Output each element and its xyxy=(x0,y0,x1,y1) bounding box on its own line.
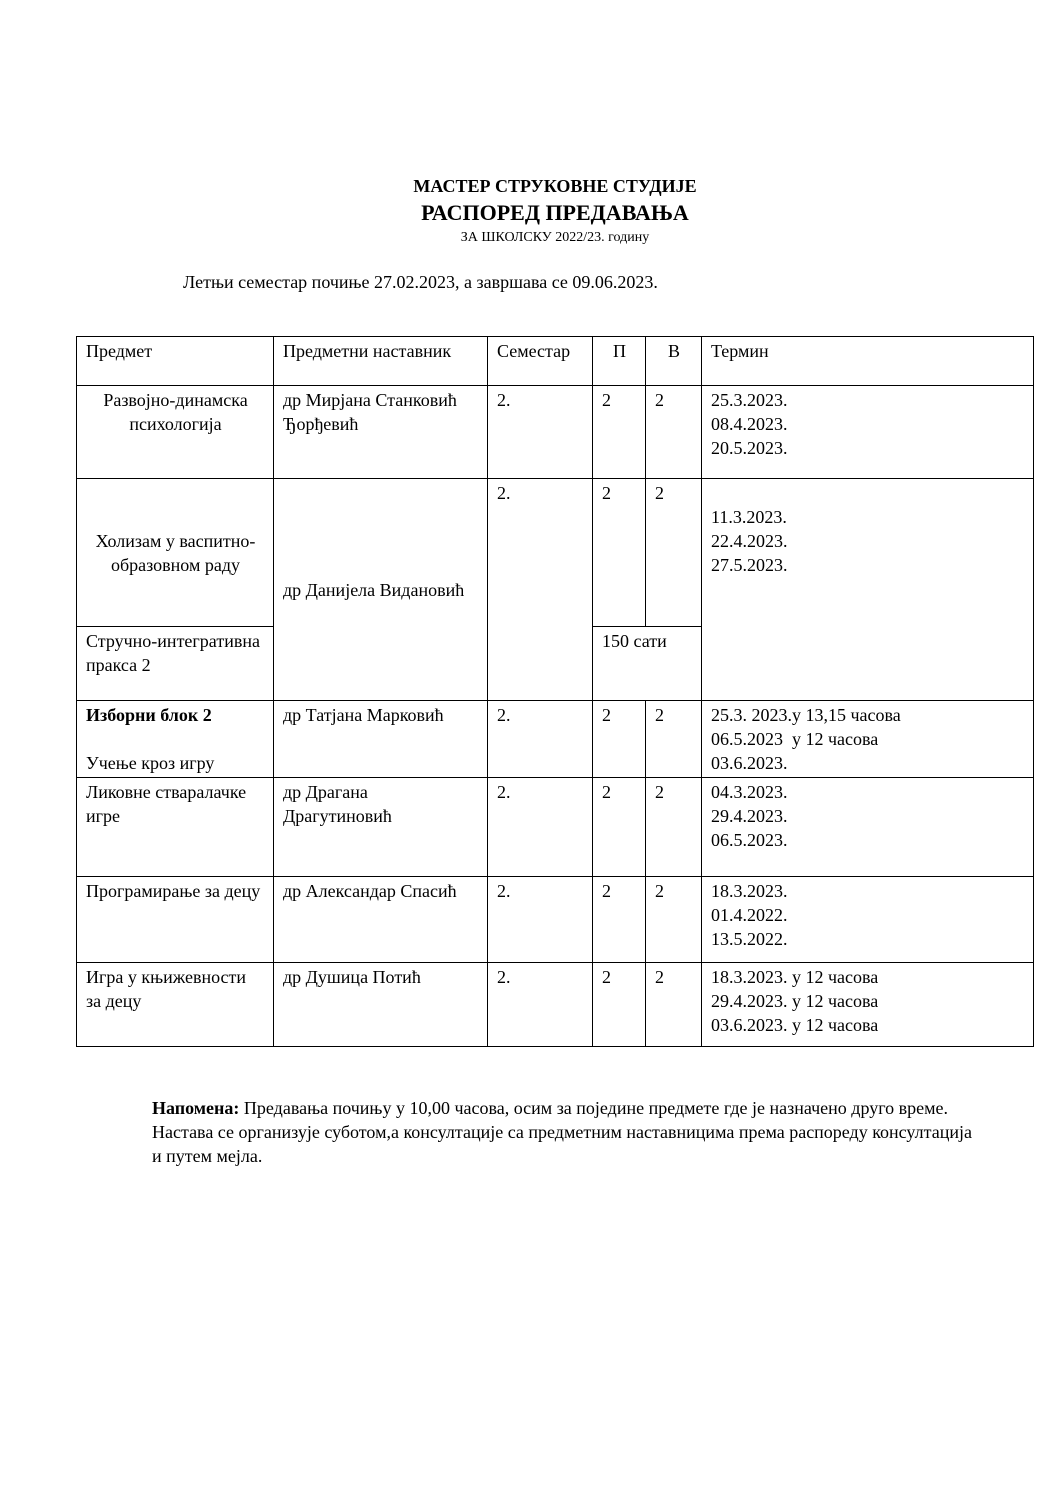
v-cell: 2 xyxy=(646,877,702,963)
term-date: 18.3.2023. у 12 часова xyxy=(711,967,879,987)
p-cell: 2 xyxy=(593,479,646,627)
table-row xyxy=(77,877,1034,963)
term-date: 29.4.2023. xyxy=(711,806,788,826)
subject-cell: Холизам у васпитно-образовном раду xyxy=(77,479,274,627)
semester-cell: 2. xyxy=(488,701,593,778)
header-term: Термин xyxy=(702,337,1034,386)
header-subject: Предмет xyxy=(77,337,274,386)
p-cell: 2 xyxy=(593,386,646,479)
elective-block-label: Изборни блок 2 xyxy=(86,705,212,725)
v-cell: 2 xyxy=(646,701,702,778)
teacher-cell: др Татјана Марковић xyxy=(274,701,488,778)
program-title: МАСТЕР СТРУКОВНЕ СТУДИЈЕ xyxy=(413,176,697,196)
term-date: 06.5.2023 у 12 часова xyxy=(711,729,879,749)
term-date: 22.4.2023. xyxy=(711,531,788,551)
p-cell: 2 xyxy=(593,701,646,778)
v-cell: 2 xyxy=(646,479,702,627)
header-v: В xyxy=(646,337,702,386)
term-cell xyxy=(702,963,1034,1047)
term-date: 08.4.2023. xyxy=(711,414,788,434)
subject-cell xyxy=(77,701,274,778)
p-cell: 2 xyxy=(593,963,646,1047)
term-cell xyxy=(702,386,1034,479)
table-header-row xyxy=(77,337,1034,386)
term-date: 03.6.2023. у 12 часова xyxy=(711,1015,879,1035)
v-cell: 2 xyxy=(646,386,702,479)
table-row xyxy=(77,963,1034,1047)
teacher-cell: др Драгана Драгутиновић xyxy=(274,778,488,877)
table-row xyxy=(77,479,1034,627)
semester-cell: 2. xyxy=(488,386,593,479)
v-cell: 2 xyxy=(646,963,702,1047)
subject-name: Учење кроз игру xyxy=(86,753,215,773)
term-date: 29.4.2023. у 12 часова xyxy=(711,991,879,1011)
subject-cell: Ликовне стваралачке игре xyxy=(77,778,274,877)
term-date: 01.4.2022. xyxy=(711,905,788,925)
term-date: 20.5.2023. xyxy=(711,438,788,458)
school-year: ЗА ШКОЛСКУ 2022/23. годину xyxy=(460,230,650,245)
hours-cell: 150 сати xyxy=(593,627,702,701)
term-date: 03.6.2023. xyxy=(711,753,788,773)
term-date: 06.5.2023. xyxy=(711,830,788,850)
p-cell: 2 xyxy=(593,778,646,877)
semester-dates: Летњи семестар почиње 27.02.2023, а завршава се 09.06.2023. xyxy=(183,272,658,292)
table-row xyxy=(77,386,1034,479)
term-date: 04.3.2023. xyxy=(711,782,788,802)
semester-cell: 2. xyxy=(488,877,593,963)
note-text: Предавања почињу у 10,00 часова, осим за поједине предмете где је назначено друго време. xyxy=(239,1098,949,1118)
term-date: 11.3.2023. xyxy=(711,507,787,527)
teacher-cell: др Мирјана Станковић Ђорђевић xyxy=(274,386,488,479)
note-paragraph-1 xyxy=(152,1096,972,1120)
p-cell: 2 xyxy=(593,877,646,963)
teacher-cell: др Александар Спасић xyxy=(274,877,488,963)
term-cell xyxy=(702,778,1034,877)
subject-cell: Стручно-интегративна пракса 2 xyxy=(77,627,274,701)
semester-cell: 2. xyxy=(488,778,593,877)
footnote xyxy=(152,1096,972,1168)
schedule-title: РАСПОРЕД ПРЕДАВАЊА xyxy=(421,200,689,225)
subject-cell: Програмирање за децу xyxy=(77,877,274,963)
teacher-cell: др Данијела Видановић xyxy=(274,479,488,701)
header-teacher: Предметни наставник xyxy=(274,337,488,386)
subject-cell: Развојно-динамска психологија xyxy=(77,386,274,479)
term-date: 18.3.2023. xyxy=(711,881,788,901)
header-p: П xyxy=(593,337,646,386)
term-cell xyxy=(702,701,1034,778)
term-date: 25.3. 2023.у 13,15 часова xyxy=(711,705,901,725)
table-row xyxy=(77,701,1034,778)
note-label: Напомена: xyxy=(152,1098,240,1118)
term-date: 27.5.2023. xyxy=(711,555,788,575)
table-row xyxy=(77,778,1034,877)
teacher-cell: др Душица Потић xyxy=(274,963,488,1047)
note-paragraph-2: Настава се организује суботом,а консултације са предметним наставницима према распореду консултација и путем мејла. xyxy=(152,1122,972,1166)
semester-cell: 2. xyxy=(488,963,593,1047)
schedule-table xyxy=(76,336,1034,1047)
subject-cell: Игра у књижевности за децу xyxy=(77,963,274,1047)
v-cell: 2 xyxy=(646,778,702,877)
term-date: 13.5.2022. xyxy=(711,929,788,949)
term-date: 25.3.2023. xyxy=(711,390,788,410)
semester-cell: 2. xyxy=(488,479,593,701)
header-semester: Семестар xyxy=(488,337,593,386)
term-cell xyxy=(702,877,1034,963)
term-cell xyxy=(702,479,1034,701)
